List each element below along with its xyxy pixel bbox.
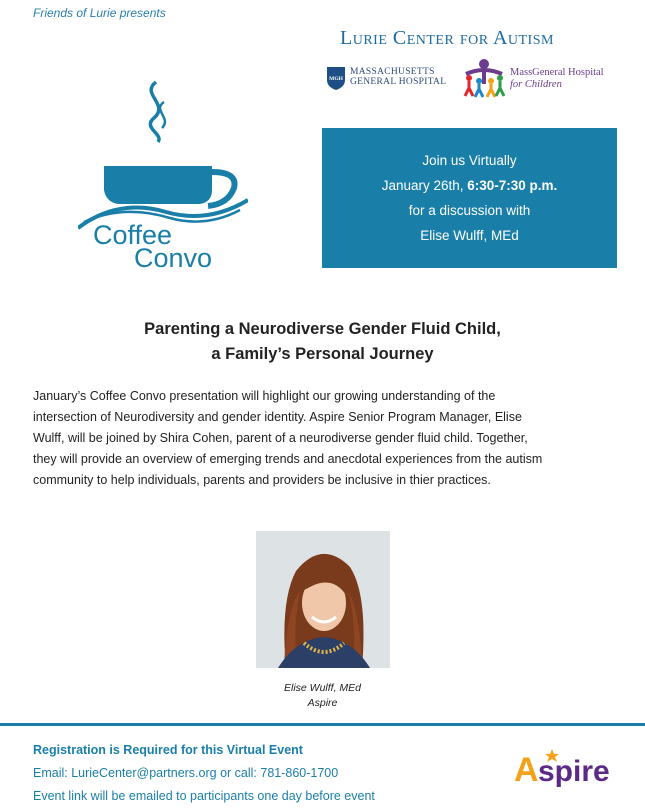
event-line-3: for a discussion with [408,203,531,218]
event-line-4: Elise Wulff, MEd [420,228,519,243]
event-line-1: Join us Virtually [422,153,517,168]
mghc-name [510,67,604,91]
body-line-1: January’s Coffee Convo presentation will highlight our growing understanding of the [33,389,496,403]
mghc-name-line2: for Children [510,79,562,90]
presents-text: Friends of Lurie presents [33,6,166,20]
mgh-name-line2: GENERAL HOSPITAL [350,77,447,87]
svg-text:A: A [514,751,539,787]
title-line-2: a Family’s Personal Journey [211,345,434,363]
speaker-photo [256,531,390,668]
mgh-name [350,67,446,87]
body-line-5: community to help individuals, parents and providers be inclusive in thier practices. [33,473,491,487]
event-time: 6:30-7:30 p.m. [467,178,558,193]
photo-caption-name: Elise Wulff, MEd [283,682,362,694]
mgh-name-line1: MASSACHUSETTS [350,67,435,77]
title-line-1: Parenting a Neurodiverse Gender Fluid Child, [144,320,501,338]
aspire-logo [512,745,632,787]
registration-notice: Registration is Required for this Virtual Event [33,743,303,757]
body-paragraph [33,386,623,491]
coffee-convo-word-2: Convo [134,243,213,273]
body-line-4: they will provide an overview of emerging trends and anecdotal experiences from the autism [33,452,543,466]
contact-info: Email: LurieCenter@partners.org or call: 781-860-1700 [33,766,339,780]
mgh-badge-text: MGH [329,76,343,82]
photo-caption-org: Aspire [307,697,338,709]
event-link-note: Event link will be emailed to participants one day before event [33,789,375,803]
lurie-center-title: Lurie Center for Autism [340,27,554,49]
mghc-name-line1: MassGeneral Hospital [510,67,604,78]
svg-text:spire: spire [538,755,610,787]
mghc-figures-logo [460,56,508,100]
event-date: January 26th, [381,178,468,193]
event-info-box [322,128,617,268]
mgh-shield-logo [326,66,346,91]
body-line-3: Wulff, will be joined by Shira Cohen, parent of a neurodiverse gender fluid child. Together, [33,431,528,445]
footer-divider [0,723,645,726]
coffee-convo-word-1: Coffee [93,220,173,250]
event-line-2 [322,178,617,193]
body-line-2: intersection of Neurodiversity and gender identity. Aspire Senior Program Manager, Elise [33,410,522,424]
